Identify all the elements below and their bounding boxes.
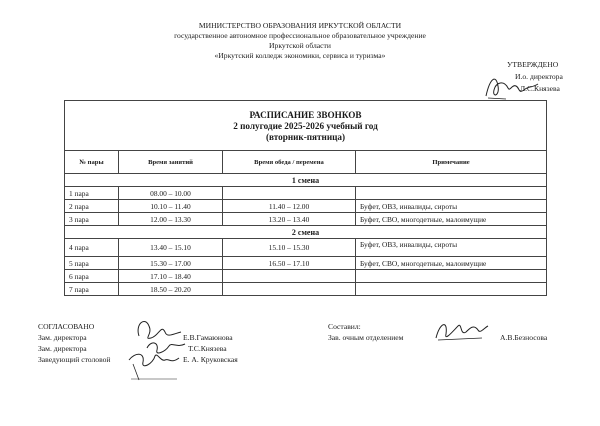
schedule-semester: 2 полугодие 2025-2026 учебный год xyxy=(233,121,378,131)
note: Буфет, СВО, многодетные, малоимущие xyxy=(356,257,547,270)
table-row xyxy=(65,283,547,296)
approval-signature xyxy=(482,68,542,102)
agreed-signatures xyxy=(125,312,200,384)
table-row xyxy=(65,213,547,226)
pair-number: 7 пара xyxy=(65,283,119,296)
schedule-days: (вторник-пятница) xyxy=(265,132,346,142)
class-time: 18.50 – 20.20 xyxy=(119,283,223,296)
class-time: 15.30 – 17.00 xyxy=(119,257,223,270)
pair-number: 5 пара xyxy=(65,257,119,270)
note: Буфет, ОВЗ, инвалиды, сироты xyxy=(356,239,547,257)
institution-region: Иркутской области xyxy=(269,41,331,50)
table-row xyxy=(65,239,547,257)
agreed-position-3: Заведующий столовой xyxy=(38,355,111,364)
composed-signature xyxy=(432,316,492,344)
composed-title: Составил: xyxy=(328,322,361,331)
table-row xyxy=(65,270,547,283)
column-header: № пары xyxy=(65,151,119,174)
agreed-position-2: Зам. директора xyxy=(38,344,87,353)
column-header: Примечание xyxy=(356,151,547,174)
break-time xyxy=(223,270,356,283)
break-time: 16.50 – 17.10 xyxy=(223,257,356,270)
note: Буфет, ОВЗ, инвалиды, сироты xyxy=(356,200,547,213)
note xyxy=(356,187,547,200)
agreed-name-2: Т.С.Князева xyxy=(188,344,227,353)
table-title-row xyxy=(65,101,547,151)
class-time: 17.10 – 18.40 xyxy=(119,270,223,283)
shift-row xyxy=(65,226,547,239)
table-row xyxy=(65,200,547,213)
agreed-name-3: Е. А. Круковская xyxy=(183,355,238,364)
pair-number: 2 пара xyxy=(65,200,119,213)
column-header: Время обеда / перемена xyxy=(223,151,356,174)
class-time: 12.00 – 13.30 xyxy=(119,213,223,226)
class-time: 13.40 – 15.10 xyxy=(119,239,223,257)
ministry-title: МИНИСТЕРСТВО ОБРАЗОВАНИЯ ИРКУТСКОЙ ОБЛАСТИ xyxy=(198,21,402,30)
shift-label: 2 смена xyxy=(65,226,547,239)
table-title xyxy=(65,101,547,151)
break-time xyxy=(223,283,356,296)
shift-label: 1 смена xyxy=(65,174,547,187)
column-header-row xyxy=(65,151,547,174)
pair-number: 4 пара xyxy=(65,239,119,257)
break-time: 13.20 – 13.40 xyxy=(223,213,356,226)
agreed-name-1: Е.В.Гамаюнова xyxy=(183,333,233,342)
class-time: 08.00 – 10.00 xyxy=(119,187,223,200)
break-time xyxy=(223,187,356,200)
composed-position: Зав. очным отделением xyxy=(328,333,404,342)
note xyxy=(356,270,547,283)
table-row xyxy=(65,257,547,270)
pair-number: 3 пара xyxy=(65,213,119,226)
bell-schedule-table xyxy=(64,100,547,296)
agreed-title: СОГЛАСОВАНО xyxy=(38,322,95,331)
pair-number: 6 пара xyxy=(65,270,119,283)
institution-type: государственное автономное профессиональное образовательное учреждение xyxy=(174,31,426,40)
approval-title: УТВЕРЖДЕНО xyxy=(507,60,559,69)
shift-row xyxy=(65,174,547,187)
schedule-title: РАСПИСАНИЕ ЗВОНКОВ xyxy=(249,110,362,120)
pair-number: 1 пара xyxy=(65,187,119,200)
break-time: 11.40 – 12.00 xyxy=(223,200,356,213)
note xyxy=(356,283,547,296)
class-time: 10.10 – 11.40 xyxy=(119,200,223,213)
agreed-position-1: Зам. директора xyxy=(38,333,87,342)
break-time: 15.10 – 15.30 xyxy=(223,239,356,257)
column-header: Время занятий xyxy=(119,151,223,174)
college-name: «Иркутский колледж экономики, сервиса и туризма» xyxy=(214,51,386,60)
approval-name: Л.С.Князева xyxy=(520,84,560,93)
note: Буфет, СВО, многодетные, малоимущие xyxy=(356,213,547,226)
table-row xyxy=(65,187,547,200)
approval-position: И.о. директора xyxy=(515,72,563,81)
composed-name: А.В.Безносова xyxy=(500,333,548,342)
